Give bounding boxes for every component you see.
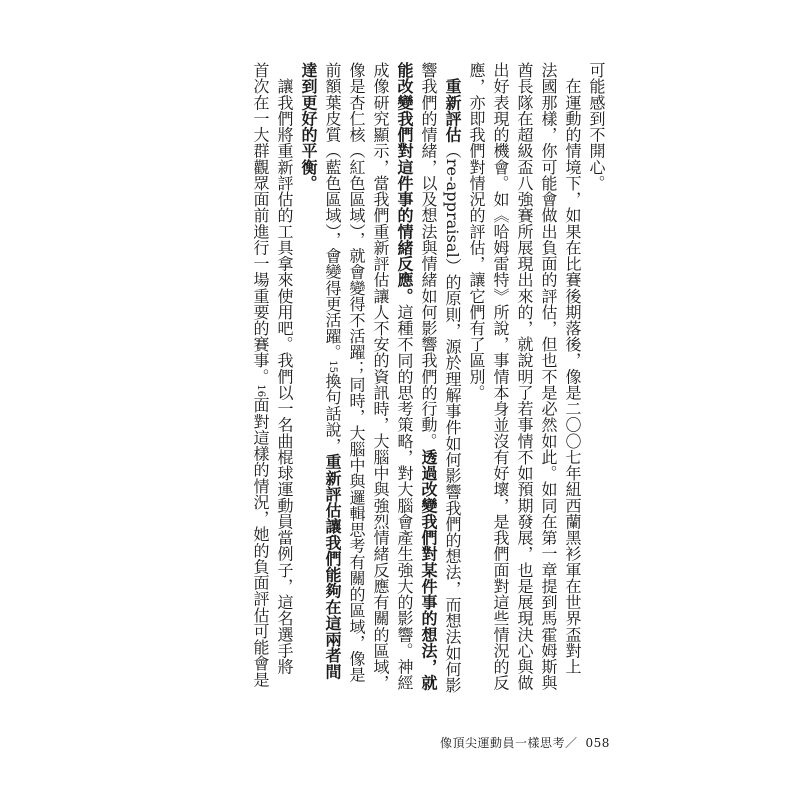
bold-text: 達到更好的平衡。 xyxy=(299,62,318,191)
text-run: 可能感到不開心。 xyxy=(587,62,606,191)
text-column xyxy=(320,62,344,684)
text-run: 法國那樣，你可能會做出負面的評估，但也不是必然如此。如同在第一章提到馬霍姆斯與 xyxy=(539,62,558,691)
text-run: 響我們的情緒，以及想法與情緒如何影響我們的行動。 xyxy=(419,62,438,449)
text-column xyxy=(416,62,440,691)
bold-text: 重新評估 xyxy=(443,78,462,143)
text-run: 換句話說， xyxy=(323,373,342,454)
text-run: 讓我們將重新評估的工具拿來使用吧。我們以一名曲棍球運動員當例子，這名選手將 xyxy=(275,62,294,675)
book-title: 像頂尖運動員一樣思考／ xyxy=(440,736,578,750)
text-run: （re-appraisal）的原則，源於理解事件如何影響我們的想法，而想法如何影 xyxy=(443,142,462,694)
text-column xyxy=(440,62,464,694)
text-column xyxy=(560,62,584,684)
text-run xyxy=(443,62,462,78)
text-column xyxy=(368,62,392,691)
bold-text: 透過改變我們對某件事的想法，就 xyxy=(419,448,438,691)
text-run: 在運動的情境下，如果在比賽後期落後，像是二〇〇七年紐西蘭黑衫軍在世界盃對上 xyxy=(563,62,582,675)
text-column xyxy=(488,62,512,691)
running-footer xyxy=(440,734,610,751)
bold-text: 重新評估讓我們能夠在這兩者間 xyxy=(323,453,342,680)
text-run: 像是杏仁核（紅色區域），就會變得不活躍；同時，大腦中與邏輯思考有關的區域，像是 xyxy=(347,62,366,683)
bold-text: 能改變我們對這件事的情緒反應。 xyxy=(395,62,414,304)
text-column xyxy=(584,62,608,684)
text-column xyxy=(272,62,296,684)
text-run: 應，亦即我們對情況的評估，讓它們有了區別。 xyxy=(467,62,486,401)
text-column xyxy=(536,62,560,691)
text-run: 成像研究顯示，當我們重新評估讓人不安的資訊時，大腦中與強烈情緒反應有關的區域， xyxy=(371,62,390,691)
text-column xyxy=(248,62,272,688)
text-run: 面對這樣的情況，她的負面評估可能會是 xyxy=(251,397,270,688)
page-number: 058 xyxy=(585,736,610,750)
footnote-marker: 16 xyxy=(255,384,266,398)
text-run: 首次在一大群觀眾面前進行一場重要的賽事。 xyxy=(251,62,270,385)
text-run: 出好表現的機會。如《哈姆雷特》所說，事情本身並沒有好壞，是我們面對這些情況的反 xyxy=(491,62,510,691)
text-run: 這種不同的思考策略，對大腦會產生強大的影響。神經 xyxy=(395,303,414,691)
text-run: 前額葉皮質（藍色區域），會變得更活躍。 xyxy=(323,62,342,361)
footnote-marker: 15 xyxy=(327,360,338,374)
text-column xyxy=(464,62,488,684)
text-column xyxy=(392,62,416,691)
text-column xyxy=(512,62,536,691)
text-run: 酋長隊在超級盃八強賽所展現出來的，就說明了若事情不如預期發展，也是展現決心與做 xyxy=(515,62,534,691)
text-column xyxy=(296,62,320,684)
text-column xyxy=(344,62,368,684)
vertical-body-text xyxy=(188,62,608,694)
